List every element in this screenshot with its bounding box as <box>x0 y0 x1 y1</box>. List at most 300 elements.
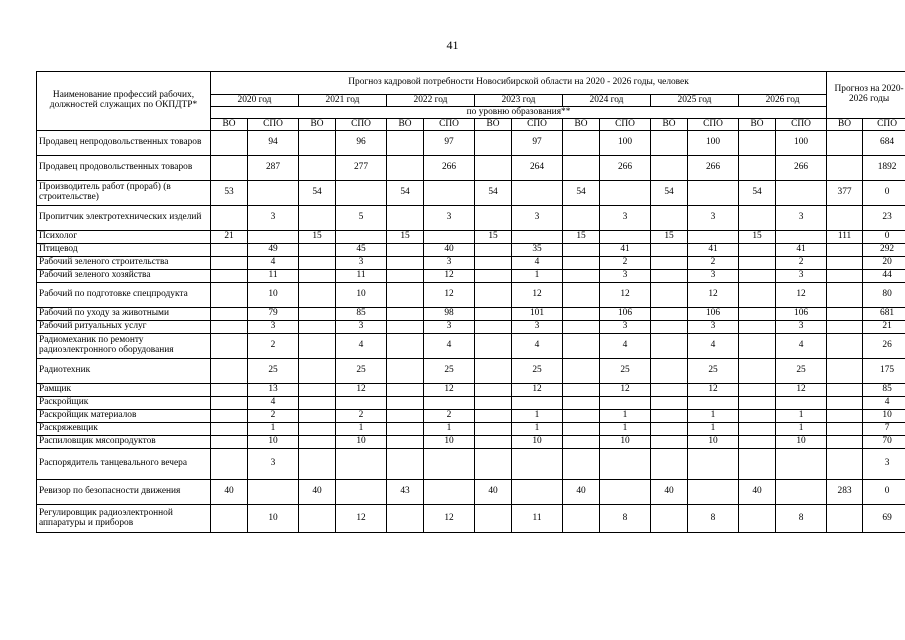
spo-value-cell: 266 <box>688 156 739 181</box>
spo-value-cell: 1 <box>600 410 651 423</box>
edu-vo-header: ВО <box>211 119 248 131</box>
year-header: 2024 год <box>563 95 651 107</box>
spo-value-cell: 12 <box>424 283 475 308</box>
edu-vo-header: ВО <box>475 119 512 131</box>
spo-value-cell: 2 <box>600 257 651 270</box>
year-header: 2020 год <box>211 95 299 107</box>
spo-value-cell: 8 <box>600 505 651 533</box>
vo-value-cell <box>299 308 336 321</box>
spo-value-cell: 2 <box>776 257 827 270</box>
vo-value-cell <box>739 410 776 423</box>
vo-value-cell <box>651 397 688 410</box>
vo-value-cell <box>387 505 424 533</box>
table-row <box>37 359 905 384</box>
vo-value-cell <box>651 131 688 156</box>
spo-value-cell: 100 <box>776 131 827 156</box>
spo-value-cell <box>688 449 739 480</box>
vo-value-cell <box>211 257 248 270</box>
profession-name: Рамщик <box>37 384 211 397</box>
edu-vo-header: ВО <box>387 119 424 131</box>
edu-spo-header: СПО <box>776 119 827 131</box>
profession-column-header: Наименование профессий рабочих, должностей служащих по ОКПДТР* <box>37 72 211 131</box>
workforce-forecast-table <box>36 71 905 533</box>
vo-value-cell <box>475 131 512 156</box>
spo-value-cell: 10 <box>424 436 475 449</box>
vo-value-cell <box>651 156 688 181</box>
vo-value-cell <box>563 283 600 308</box>
spo-value-cell: 25 <box>512 359 563 384</box>
spo-value-cell: 49 <box>248 244 299 257</box>
vo-value-cell <box>475 206 512 231</box>
profession-name: Распорядитель танцевального вечера <box>37 449 211 480</box>
edu-spo-header: СПО <box>688 119 739 131</box>
spo-value-cell: 106 <box>600 308 651 321</box>
vo-value-cell <box>475 384 512 397</box>
spo-value-cell: 4 <box>688 334 739 359</box>
spo-value-cell: 25 <box>600 359 651 384</box>
spo-value-cell <box>424 449 475 480</box>
vo-value-cell <box>563 156 600 181</box>
profession-name: Раскройщик материалов <box>37 410 211 423</box>
vo-value-cell: 40 <box>563 480 600 505</box>
vo-value-cell <box>211 156 248 181</box>
vo-value-cell <box>739 505 776 533</box>
spo-value-cell: 35 <box>512 244 563 257</box>
vo-value-cell <box>739 244 776 257</box>
vo-value-cell <box>739 449 776 480</box>
vo-value-cell <box>387 283 424 308</box>
vo-value-cell <box>299 244 336 257</box>
spo-value-cell: 3 <box>600 206 651 231</box>
spo-value-cell: 3 <box>688 206 739 231</box>
page-number: 41 <box>446 38 459 52</box>
profession-name: Продавец непродовольственных товаров <box>37 131 211 156</box>
vo-value-cell: 15 <box>651 231 688 244</box>
vo-value-cell: 15 <box>563 231 600 244</box>
vo-value-cell <box>299 131 336 156</box>
spo-value-cell: 26 <box>863 334 905 359</box>
vo-value-cell <box>475 270 512 283</box>
edu-vo-header: ВО <box>299 119 336 131</box>
spo-value-cell: 44 <box>863 270 905 283</box>
vo-value-cell <box>827 449 863 480</box>
vo-value-cell <box>387 321 424 334</box>
vo-value-cell <box>211 384 248 397</box>
table-row <box>37 270 905 283</box>
vo-value-cell <box>827 410 863 423</box>
spo-value-cell: 684 <box>863 131 905 156</box>
spo-value-cell: 3 <box>512 206 563 231</box>
vo-value-cell <box>299 257 336 270</box>
vo-value-cell <box>211 334 248 359</box>
spo-value-cell <box>424 231 475 244</box>
vo-value-cell: 111 <box>827 231 863 244</box>
vo-value-cell <box>827 384 863 397</box>
vo-value-cell <box>563 436 600 449</box>
spo-value-cell: 97 <box>512 131 563 156</box>
vo-value-cell <box>563 321 600 334</box>
vo-value-cell <box>827 334 863 359</box>
year-header: 2022 год <box>387 95 475 107</box>
spo-value-cell <box>424 181 475 206</box>
spo-value-cell <box>424 397 475 410</box>
spo-value-cell: 79 <box>248 308 299 321</box>
table-row <box>37 321 905 334</box>
vo-value-cell <box>211 244 248 257</box>
vo-value-cell <box>387 270 424 283</box>
spo-value-cell: 96 <box>336 131 387 156</box>
spo-value-cell: 12 <box>424 505 475 533</box>
spo-value-cell <box>776 231 827 244</box>
spo-value-cell: 0 <box>863 231 905 244</box>
spo-value-cell: 2 <box>248 410 299 423</box>
vo-value-cell: 54 <box>387 181 424 206</box>
spo-value-cell: 85 <box>863 384 905 397</box>
spo-value-cell: 80 <box>863 283 905 308</box>
vo-value-cell: 54 <box>739 181 776 206</box>
vo-value-cell <box>739 308 776 321</box>
vo-value-cell <box>211 321 248 334</box>
spo-value-cell: 1 <box>776 410 827 423</box>
vo-value-cell: 40 <box>739 480 776 505</box>
spo-value-cell <box>336 397 387 410</box>
vo-value-cell <box>387 308 424 321</box>
spo-value-cell: 106 <box>776 308 827 321</box>
vo-value-cell <box>387 449 424 480</box>
profession-name: Радиотехник <box>37 359 211 384</box>
spo-value-cell <box>776 449 827 480</box>
vo-value-cell <box>211 270 248 283</box>
spo-value-cell: 0 <box>863 480 905 505</box>
spo-value-cell: 10 <box>688 436 739 449</box>
vo-value-cell <box>651 423 688 436</box>
spo-value-cell: 12 <box>776 283 827 308</box>
spo-value-cell <box>512 397 563 410</box>
vo-value-cell <box>387 410 424 423</box>
vo-value-cell: 54 <box>651 181 688 206</box>
spo-value-cell: 266 <box>424 156 475 181</box>
vo-value-cell <box>387 131 424 156</box>
vo-value-cell <box>739 423 776 436</box>
vo-value-cell <box>387 397 424 410</box>
vo-value-cell <box>651 384 688 397</box>
spo-value-cell <box>512 231 563 244</box>
spo-value-cell: 3 <box>336 257 387 270</box>
vo-value-cell <box>387 384 424 397</box>
vo-value-cell <box>211 436 248 449</box>
vo-value-cell: 15 <box>475 231 512 244</box>
vo-value-cell <box>387 334 424 359</box>
spo-value-cell: 25 <box>248 359 299 384</box>
vo-value-cell <box>387 423 424 436</box>
vo-value-cell <box>739 206 776 231</box>
table-row <box>37 449 905 480</box>
vo-value-cell <box>739 384 776 397</box>
vo-value-cell: 54 <box>299 181 336 206</box>
spo-value-cell: 3 <box>863 449 905 480</box>
vo-value-cell <box>475 244 512 257</box>
vo-value-cell <box>739 321 776 334</box>
spo-value-cell <box>600 181 651 206</box>
vo-value-cell <box>563 131 600 156</box>
vo-value-cell <box>563 384 600 397</box>
year-header: 2021 год <box>299 95 387 107</box>
spo-value-cell: 10 <box>600 436 651 449</box>
vo-value-cell <box>387 359 424 384</box>
spo-value-cell: 85 <box>336 308 387 321</box>
profession-name: Рабочий по подготовке спецпродукта <box>37 283 211 308</box>
spo-value-cell: 100 <box>688 131 739 156</box>
edu-spo-header: СПО <box>863 119 905 131</box>
vo-value-cell <box>299 436 336 449</box>
vo-value-cell <box>651 334 688 359</box>
spo-value-cell: 3 <box>424 257 475 270</box>
vo-value-cell <box>299 156 336 181</box>
spo-value-cell: 1 <box>512 423 563 436</box>
vo-value-cell <box>827 156 863 181</box>
vo-value-cell <box>563 334 600 359</box>
vo-value-cell <box>475 156 512 181</box>
spo-value-cell: 12 <box>512 384 563 397</box>
vo-value-cell <box>299 321 336 334</box>
spo-value-cell: 1892 <box>863 156 905 181</box>
spo-value-cell: 3 <box>248 449 299 480</box>
spo-value-cell: 41 <box>776 244 827 257</box>
vo-value-cell <box>475 449 512 480</box>
spo-value-cell: 292 <box>863 244 905 257</box>
vo-value-cell <box>651 436 688 449</box>
spo-value-cell: 2 <box>688 257 739 270</box>
profession-name: Рабочий по уходу за животными <box>37 308 211 321</box>
spo-value-cell: 1 <box>248 423 299 436</box>
spo-value-cell <box>600 449 651 480</box>
vo-value-cell <box>387 156 424 181</box>
spo-value-cell <box>600 231 651 244</box>
spo-value-cell <box>248 231 299 244</box>
spo-value-cell <box>688 480 739 505</box>
table-row <box>37 410 905 423</box>
spo-value-cell: 98 <box>424 308 475 321</box>
vo-value-cell <box>211 359 248 384</box>
table-row <box>37 384 905 397</box>
table-body <box>37 131 905 533</box>
spo-value-cell <box>512 480 563 505</box>
vo-value-cell <box>563 257 600 270</box>
edu-spo-header: СПО <box>600 119 651 131</box>
vo-value-cell <box>299 270 336 283</box>
table-row <box>37 156 905 181</box>
vo-value-cell <box>739 359 776 384</box>
spo-value-cell: 10 <box>512 436 563 449</box>
vo-value-cell <box>475 436 512 449</box>
spo-value-cell: 7 <box>863 423 905 436</box>
vo-value-cell <box>211 410 248 423</box>
spo-value-cell: 4 <box>336 334 387 359</box>
spo-value-cell: 106 <box>688 308 739 321</box>
spo-value-cell: 3 <box>688 270 739 283</box>
spo-value-cell: 5 <box>336 206 387 231</box>
spo-value-cell: 25 <box>776 359 827 384</box>
edu-vo-header: ВО <box>651 119 688 131</box>
spo-value-cell: 94 <box>248 131 299 156</box>
profession-name: Производитель работ (прораб) (в строительстве) <box>37 181 211 206</box>
table-row <box>37 308 905 321</box>
vo-value-cell <box>651 321 688 334</box>
vo-value-cell <box>651 283 688 308</box>
spo-value-cell <box>424 480 475 505</box>
vo-value-cell <box>651 449 688 480</box>
vo-value-cell <box>211 505 248 533</box>
spo-value-cell: 11 <box>336 270 387 283</box>
vo-value-cell <box>299 384 336 397</box>
vo-value-cell <box>827 436 863 449</box>
table-row <box>37 423 905 436</box>
spo-value-cell: 10 <box>248 505 299 533</box>
vo-value-cell <box>299 449 336 480</box>
vo-value-cell <box>563 449 600 480</box>
vo-value-cell <box>563 505 600 533</box>
spo-value-cell: 1 <box>688 410 739 423</box>
spo-value-cell: 1 <box>424 423 475 436</box>
vo-value-cell: 377 <box>827 181 863 206</box>
vo-value-cell <box>563 206 600 231</box>
spo-value-cell: 25 <box>336 359 387 384</box>
spo-value-cell: 10 <box>248 436 299 449</box>
vo-value-cell <box>299 359 336 384</box>
spo-value-cell: 12 <box>600 384 651 397</box>
vo-value-cell <box>475 397 512 410</box>
vo-value-cell <box>827 359 863 384</box>
vo-value-cell <box>563 308 600 321</box>
spo-value-cell <box>600 397 651 410</box>
vo-value-cell <box>563 423 600 436</box>
spo-value-cell: 11 <box>512 505 563 533</box>
vo-value-cell <box>651 308 688 321</box>
spo-value-cell <box>248 181 299 206</box>
vo-value-cell <box>475 283 512 308</box>
profession-name: Регулировщик радиоэлектронной аппаратуры и приборов <box>37 505 211 533</box>
vo-value-cell: 15 <box>739 231 776 244</box>
vo-value-cell <box>739 257 776 270</box>
spo-value-cell: 2 <box>424 410 475 423</box>
profession-name: Раскройщик <box>37 397 211 410</box>
profession-name: Раскряжевщик <box>37 423 211 436</box>
vo-value-cell <box>739 334 776 359</box>
profession-name: Распиловщик мясопродуктов <box>37 436 211 449</box>
spo-value-cell <box>336 449 387 480</box>
spo-value-cell <box>336 480 387 505</box>
spo-value-cell: 12 <box>688 384 739 397</box>
spo-value-cell: 12 <box>776 384 827 397</box>
spo-value-cell: 1 <box>776 423 827 436</box>
vo-value-cell <box>827 505 863 533</box>
vo-value-cell <box>563 359 600 384</box>
vo-value-cell: 283 <box>827 480 863 505</box>
vo-value-cell <box>475 257 512 270</box>
spo-value-cell: 3 <box>776 321 827 334</box>
vo-value-cell <box>827 206 863 231</box>
vo-value-cell <box>387 436 424 449</box>
profession-name: Радиомеханик по ремонту радиоэлектронного оборудования <box>37 334 211 359</box>
table-row <box>37 257 905 270</box>
spo-value-cell <box>688 181 739 206</box>
spo-value-cell: 3 <box>248 321 299 334</box>
vo-value-cell <box>651 206 688 231</box>
vo-value-cell: 53 <box>211 181 248 206</box>
edu-vo-header: ВО <box>827 119 863 131</box>
table-row <box>37 480 905 505</box>
spo-value-cell: 10 <box>336 436 387 449</box>
spo-value-cell: 10 <box>248 283 299 308</box>
vo-value-cell <box>475 308 512 321</box>
profession-name: Ревизор по безопасности движения <box>37 480 211 505</box>
table-row <box>37 131 905 156</box>
spo-value-cell: 266 <box>600 156 651 181</box>
spo-value-cell: 3 <box>600 270 651 283</box>
spo-value-cell: 266 <box>776 156 827 181</box>
spo-value-cell: 1 <box>512 410 563 423</box>
spo-value-cell: 12 <box>424 270 475 283</box>
vo-value-cell <box>827 423 863 436</box>
spo-value-cell <box>688 397 739 410</box>
vo-value-cell <box>651 410 688 423</box>
vo-value-cell <box>563 410 600 423</box>
spo-value-cell: 8 <box>776 505 827 533</box>
table-row <box>37 181 905 206</box>
profession-name: Рабочий ритуальных услуг <box>37 321 211 334</box>
spo-value-cell: 3 <box>248 206 299 231</box>
profession-name: Психолог <box>37 231 211 244</box>
total-forecast-header: Прогноз на 2020-2026 годы <box>827 72 905 119</box>
vo-value-cell <box>211 283 248 308</box>
vo-value-cell <box>827 308 863 321</box>
year-header: 2025 год <box>651 95 739 107</box>
profession-name: Пропитчик электротехнических изделий <box>37 206 211 231</box>
spo-value-cell: 8 <box>688 505 739 533</box>
vo-value-cell <box>299 410 336 423</box>
spo-value-cell: 12 <box>424 384 475 397</box>
spo-value-cell: 100 <box>600 131 651 156</box>
edu-vo-header: ВО <box>739 119 776 131</box>
spo-value-cell: 41 <box>688 244 739 257</box>
vo-value-cell <box>563 270 600 283</box>
spo-value-cell <box>512 181 563 206</box>
vo-value-cell <box>211 206 248 231</box>
spo-value-cell: 12 <box>512 283 563 308</box>
vo-value-cell: 43 <box>387 480 424 505</box>
spo-value-cell: 2 <box>248 334 299 359</box>
vo-value-cell: 40 <box>299 480 336 505</box>
spo-value-cell: 25 <box>424 359 475 384</box>
spo-value-cell: 10 <box>776 436 827 449</box>
spo-value-cell <box>600 480 651 505</box>
spo-value-cell: 4 <box>776 334 827 359</box>
spo-value-cell <box>336 231 387 244</box>
table-row <box>37 206 905 231</box>
spo-value-cell: 13 <box>248 384 299 397</box>
vo-value-cell <box>211 423 248 436</box>
spo-value-cell: 12 <box>336 384 387 397</box>
spo-value-cell: 277 <box>336 156 387 181</box>
vo-value-cell <box>739 436 776 449</box>
edu-spo-header: СПО <box>424 119 475 131</box>
vo-value-cell <box>299 397 336 410</box>
spo-value-cell <box>776 181 827 206</box>
spo-value-cell: 20 <box>863 257 905 270</box>
vo-value-cell <box>211 449 248 480</box>
profession-name: Рабочий зеленого строительства <box>37 257 211 270</box>
vo-value-cell <box>475 410 512 423</box>
